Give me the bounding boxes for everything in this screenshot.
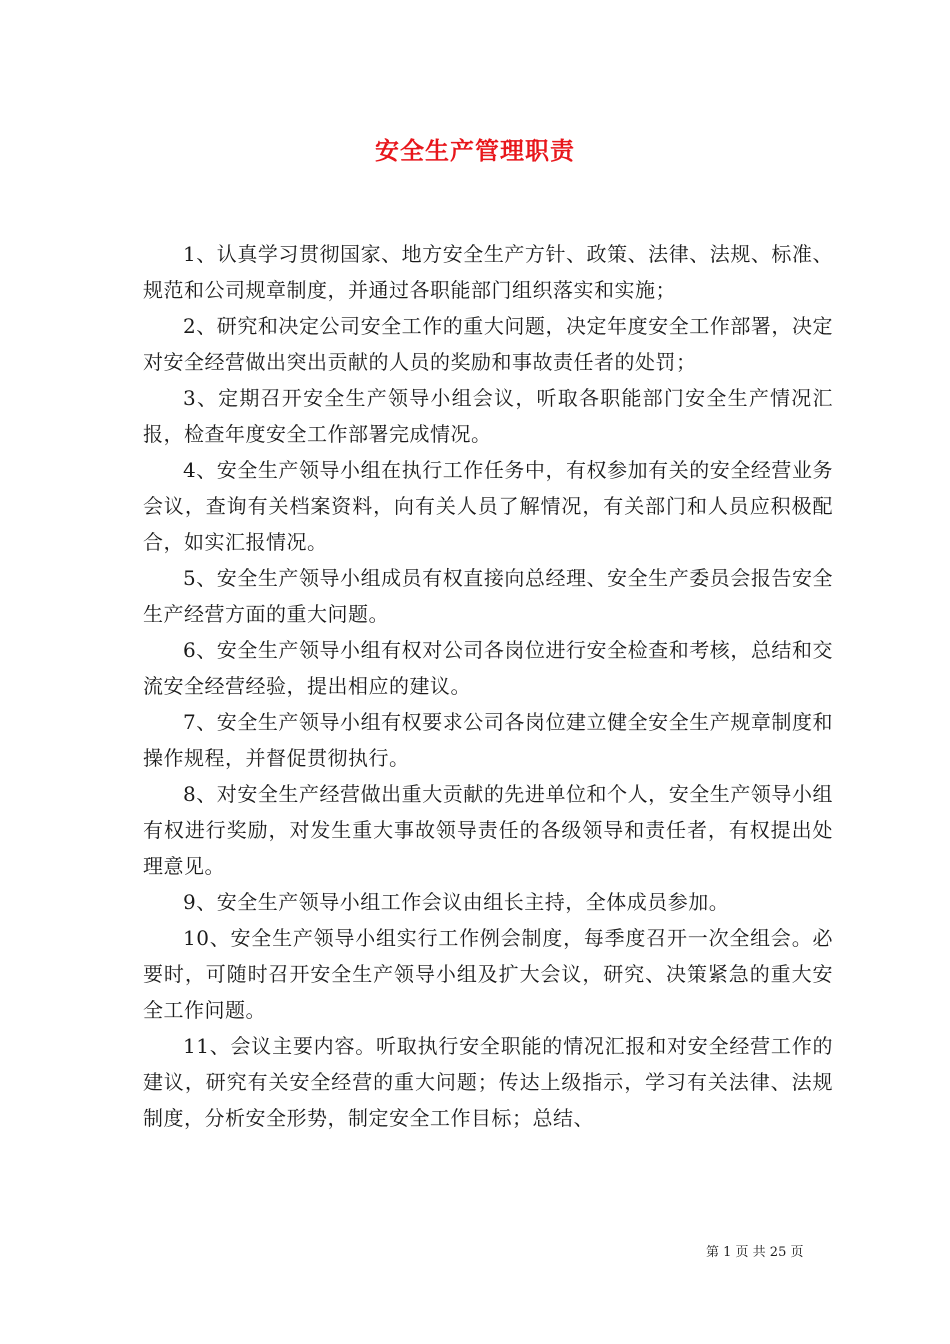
paragraph-2: 2、研究和决定公司安全工作的重大问题，决定年度安全工作部署，决定对安全经营做出突出贡献的人员的奖励和事故责任者的处罚； [143,314,833,374]
page-title: 安全生产管理职责 [375,136,575,165]
paragraph-5: 5、安全生产领导小组成员有权直接向总经理、安全生产委员会报告安全生产经营方面的重大问题。 [143,566,833,626]
paragraph-7: 7、安全生产领导小组有权要求公司各岗位建立健全安全生产规章制度和操作规程，并督促贯彻执行。 [143,710,833,770]
paragraph-10: 10、安全生产领导小组实行工作例会制度，每季度召开一次全组会。必要时，可随时召开安全生产领导小组及扩大会议，研究、决策紧急的重大安全工作问题。 [143,926,833,1022]
paragraph-4: 4、安全生产领导小组在执行工作任务中，有权参加有关的安全经营业务会议，查询有关档案资料，向有关人员了解情况，有关部门和人员应积极配合，如实汇报情况。 [143,458,833,554]
paragraph-1: 1、认真学习贯彻国家、地方安全生产方针、政策、法律、法规、标准、规范和公司规章制度，并通过各职能部门组织落实和实施； [143,242,833,302]
paragraph-6: 6、安全生产领导小组有权对公司各岗位进行安全检查和考核，总结和交流安全经营经验，提出相应的建议。 [143,638,833,698]
paragraph-8: 8、对安全生产经营做出重大贡献的先进单位和个人，安全生产领导小组有权进行奖励，对发生重大事故领导责任的各级领导和责任者，有权提出处理意见。 [143,782,833,878]
paragraph-11: 11、会议主要内容。听取执行安全职能的情况汇报和对安全经营工作的建议，研究有关安全经营的重大问题；传达上级指示，学习有关法律、法规制度，分析安全形势，制定安全工作目标；总结、 [143,1034,833,1130]
paragraph-3: 3、定期召开安全生产领导小组会议，听取各职能部门安全生产情况汇报，检查年度安全工作部署完成情况。 [143,386,833,446]
document-body [143,236,833,1136]
paragraph-9: 9、安全生产领导小组工作会议由组长主持，全体成员参加。 [183,890,730,914]
page-number-footer: 第 1 页 共 25 页 [706,1245,804,1260]
